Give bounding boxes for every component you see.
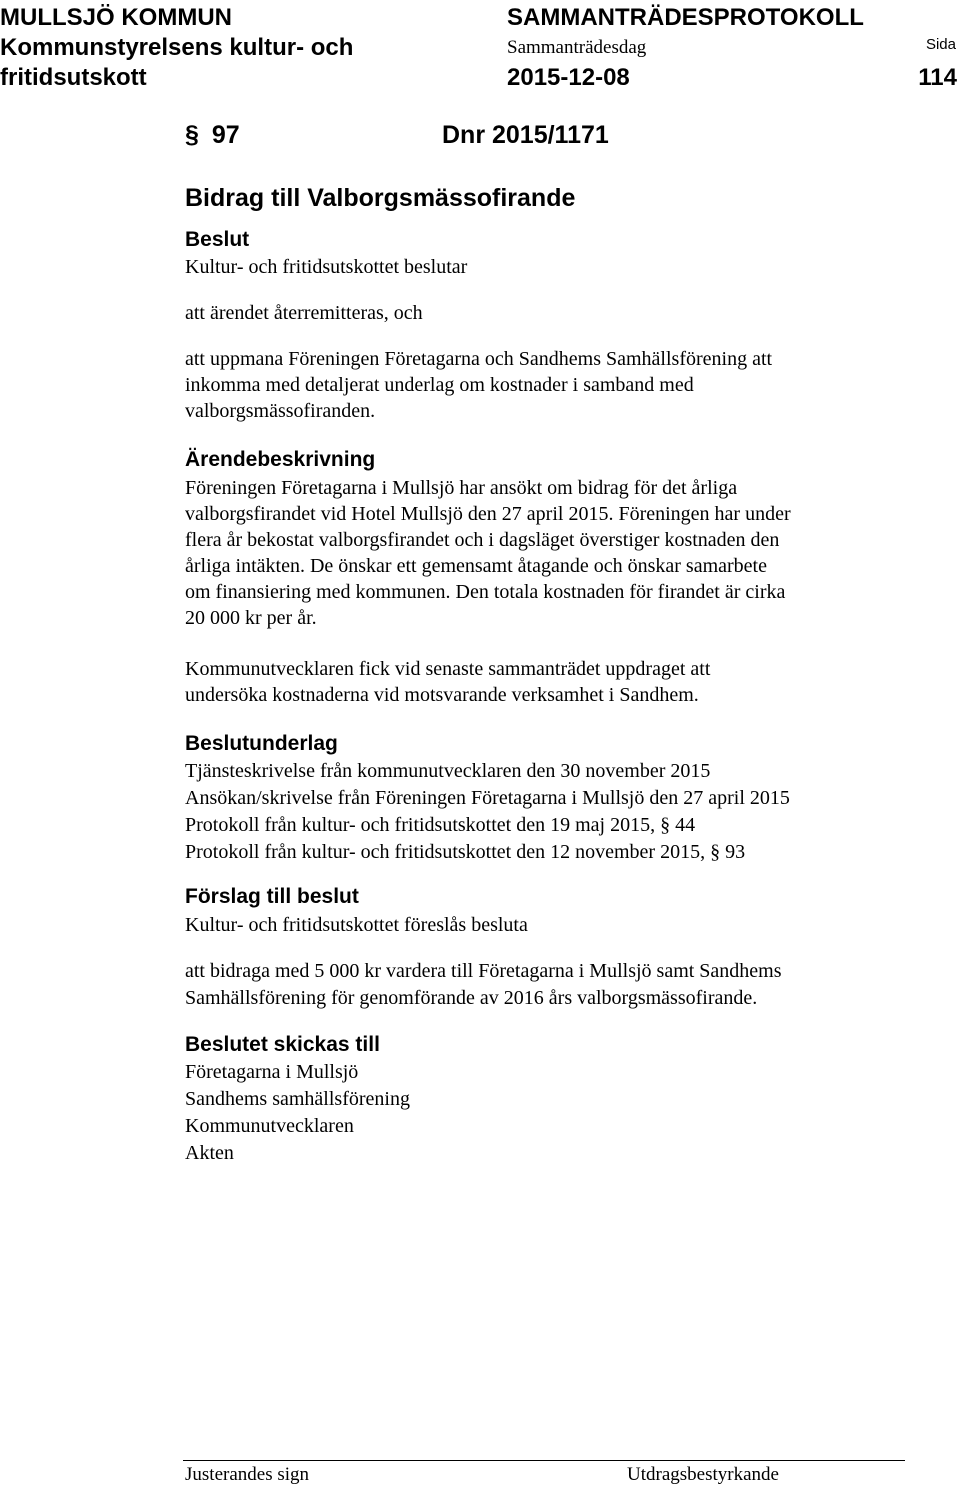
meeting-date: 2015-12-08 (507, 64, 630, 91)
meeting-date-label: Sammanträdesdag (507, 37, 647, 58)
text-line: årliga intäkten. De önskar ett gemensamt åtagande och önskar samarbete (185, 555, 767, 577)
paragraph-number (185, 120, 240, 150)
forslag-heading: Förslag till beslut (185, 885, 359, 908)
text-line: om finansiering med kommunen. Den totala kostnaden för firandet är cirka (185, 581, 786, 603)
text-line: valborgsmässofiranden. (185, 400, 376, 422)
justerandes-sign-label: Justerandes sign (185, 1464, 310, 1485)
beslutunderlag-list (185, 758, 790, 866)
list-item: Sandhems samhällsförening (185, 1088, 410, 1110)
text-line: Föreningen Företagarna i Mullsjö har ansökt om bidrag för det årliga (185, 477, 738, 499)
beslut-heading: Beslut (185, 228, 250, 251)
section-sign-icon: § (185, 121, 199, 149)
beslut-point-2 (185, 346, 772, 424)
municipality-name: MULLSJÖ KOMMUN (0, 4, 232, 31)
diary-number: Dnr 2015/1171 (442, 121, 609, 149)
text-line: undersöka kostnaderna vid motsvarande verksamhet i Sandhem. (185, 684, 699, 706)
page-number: 114 (918, 64, 957, 91)
text-line: flera år bekostat valborgsfirandet och i dagsläget överstiger kostnaden den (185, 529, 780, 551)
forslag-intro: Kultur- och fritidsutskottet föreslås besluta (185, 914, 528, 936)
text-line: inkomma med detaljerat underlag om kostnader i samband med (185, 374, 694, 396)
text-line: 20 000 kr per år. (185, 607, 317, 629)
beslut-intro: Kultur- och fritidsutskottet beslutar (185, 256, 468, 278)
list-item: Akten (185, 1142, 234, 1164)
arendebeskrivning-heading: Ärendebeskrivning (185, 448, 376, 471)
utdragsbestyrkande-label: Utdragsbestyrkande (627, 1464, 779, 1485)
list-item: Protokoll från kultur- och fritidsutskottet den 12 november 2015, § 93 (185, 841, 746, 863)
protocol-title: SAMMANTRÄDESPROTOKOLL (507, 4, 864, 31)
list-item: Kommunutvecklaren (185, 1115, 354, 1137)
forslag-point (185, 958, 782, 1012)
committee-name-line1: Kommunstyrelsens kultur- och (0, 34, 354, 61)
arendebeskrivning-paragraph-1 (185, 475, 791, 631)
beslut-point-1: att ärendet återremitteras, och (185, 302, 423, 324)
paragraph-number-value: 97 (211, 121, 240, 149)
skickas-heading: Beslutet skickas till (185, 1033, 380, 1056)
list-item: Protokoll från kultur- och fritidsutskottet den 19 maj 2015, § 44 (185, 814, 696, 836)
text-line: valborgsfirandet vid Hotel Mullsjö den 27 april 2015. Föreningen har under (185, 503, 791, 525)
page-label: Sida (925, 36, 956, 53)
text-line: Samhällsförening för genomförande av 2016 års valborgsmässofirande. (185, 987, 758, 1009)
text-line: Kommunutvecklaren fick vid senaste sammanträdet uppdraget att (185, 658, 711, 680)
list-item: Ansökan/skrivelse från Föreningen Företagarna i Mullsjö den 27 april 2015 (185, 787, 790, 809)
list-item: Tjänsteskrivelse från kommunutvecklaren den 30 november 2015 (185, 760, 711, 782)
footer-divider (183, 1460, 905, 1461)
arendebeskrivning-paragraph-2 (185, 656, 710, 708)
recipient-list (185, 1059, 410, 1167)
beslutunderlag-heading: Beslutunderlag (185, 732, 338, 755)
text-line: att bidraga med 5 000 kr vardera till Företagarna i Mullsjö samt Sandhems (185, 960, 782, 982)
committee-name-line2: fritidsutskott (0, 64, 147, 91)
list-item: Företagarna i Mullsjö (185, 1061, 359, 1083)
case-title: Bidrag till Valborgsmässofirande (185, 184, 576, 212)
text-line: att uppmana Föreningen Företagarna och Sandhems Samhällsförening att (185, 348, 773, 370)
